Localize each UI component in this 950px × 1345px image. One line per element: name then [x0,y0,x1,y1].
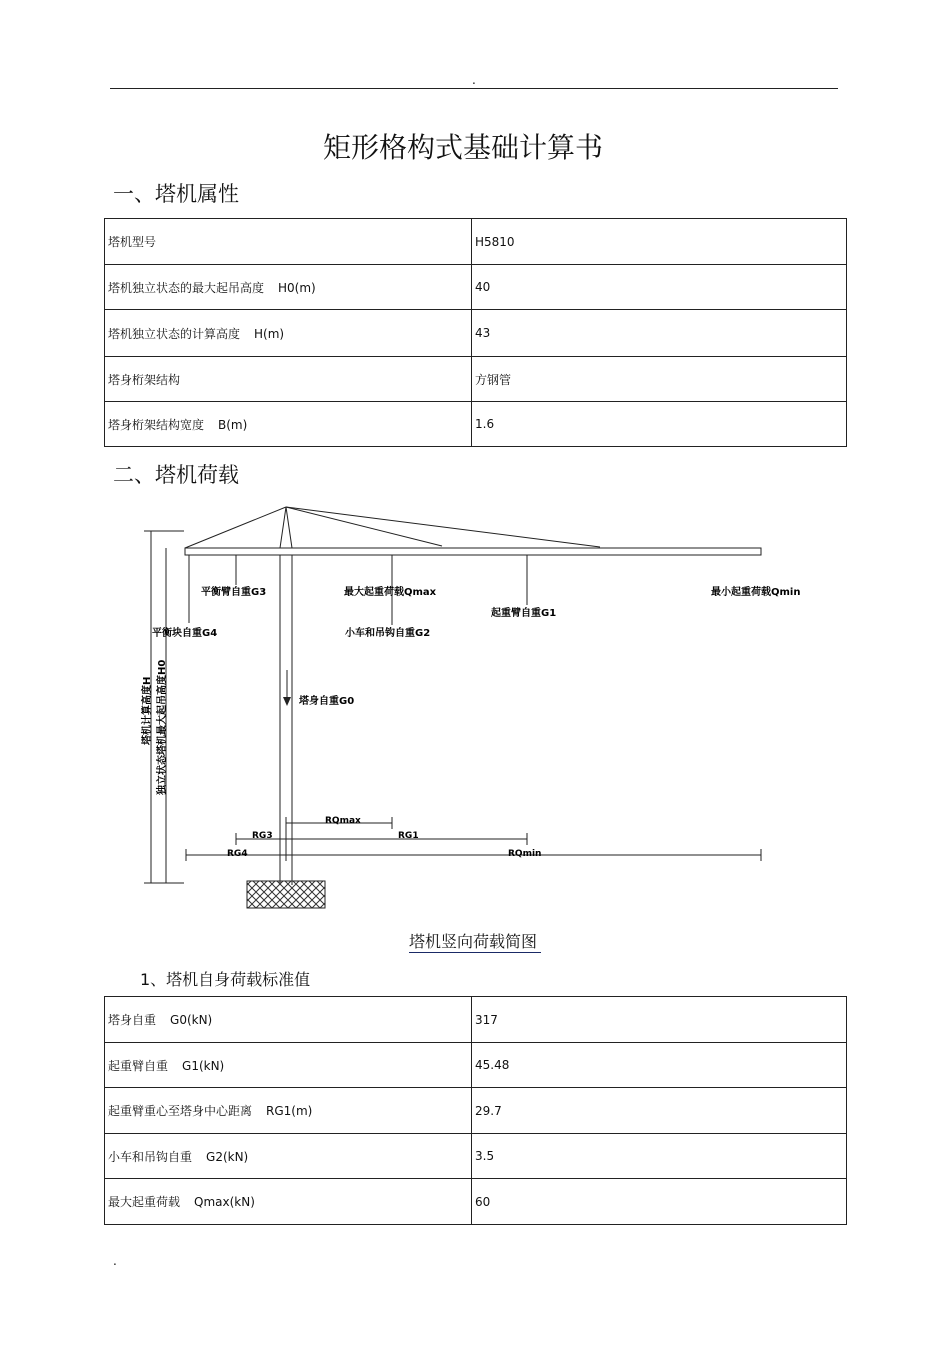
label-rg1: RG1 [398,831,419,841]
label-rg3: RG3 [252,831,273,841]
label-qmax: 最大起重荷载Qmax [344,587,437,598]
label-rqmax: RQmax [325,816,361,826]
property-value: 1.6 [472,402,847,447]
label-rqmin: RQmin [508,849,542,859]
property-value: 317 [472,997,847,1043]
property-label: 塔机独立状态的计算高度 H(m) [105,310,472,357]
table-row [105,1179,847,1225]
section-heading-tower-loads: 二、塔机荷载 [113,463,239,487]
property-value: 29.7 [472,1088,847,1134]
property-value: 40 [472,265,847,310]
property-value: H5810 [472,219,847,265]
property-label: 小车和吊钩自重 G2(kN) [105,1134,472,1179]
label-g1: 起重臂自重G1 [491,608,557,619]
document-title: 矩形格构式基础计算书 [322,131,603,164]
property-label: 起重臂重心至塔身中心距离 RG1(m) [105,1088,472,1134]
property-value: 3.5 [472,1134,847,1179]
footer-dot: . [113,1254,117,1268]
label-h: 塔机计算高度H [142,676,153,745]
table-row [105,1088,847,1134]
header-dot: . [472,73,476,87]
label-rg4: RG4 [227,849,248,859]
label-g3: 平衡臂自重G3 [201,587,267,598]
property-label: 塔身桁架结构宽度 B(m) [105,402,472,447]
label-g0: 塔身自重G0 [299,696,355,707]
property-label: 起重臂自重 G1(kN) [105,1043,472,1088]
table-row [105,1134,847,1179]
property-label: 塔机独立状态的最大起吊高度 H0(m) [105,265,472,310]
self-load-table [104,996,847,1225]
diagram-caption: 塔机竖向荷载简图 [0,929,950,952]
property-value: 方钢管 [472,357,847,402]
table-row [105,997,847,1043]
label-qmin: 最小起重荷载Qmin [711,587,801,598]
label-h0: 独立状态塔机最大起吊高度H0 [157,659,168,795]
property-value: 43 [472,310,847,357]
property-value: 45.48 [472,1043,847,1088]
label-g4: 平衡块自重G4 [152,628,218,639]
property-label: 塔身桁架结构 [105,357,472,402]
label-g2: 小车和吊钩自重G2 [345,628,431,639]
property-label: 塔机型号 [105,219,472,265]
property-label: 最大起重荷载 Qmax(kN) [105,1179,472,1225]
section-heading-tower-properties: 一、塔机属性 [113,182,239,206]
subsection-heading-self-load: 1、塔机自身荷载标准值 [140,970,311,989]
property-label: 塔身自重 G0(kN) [105,997,472,1043]
table-row [105,1043,847,1088]
property-value: 60 [472,1179,847,1225]
